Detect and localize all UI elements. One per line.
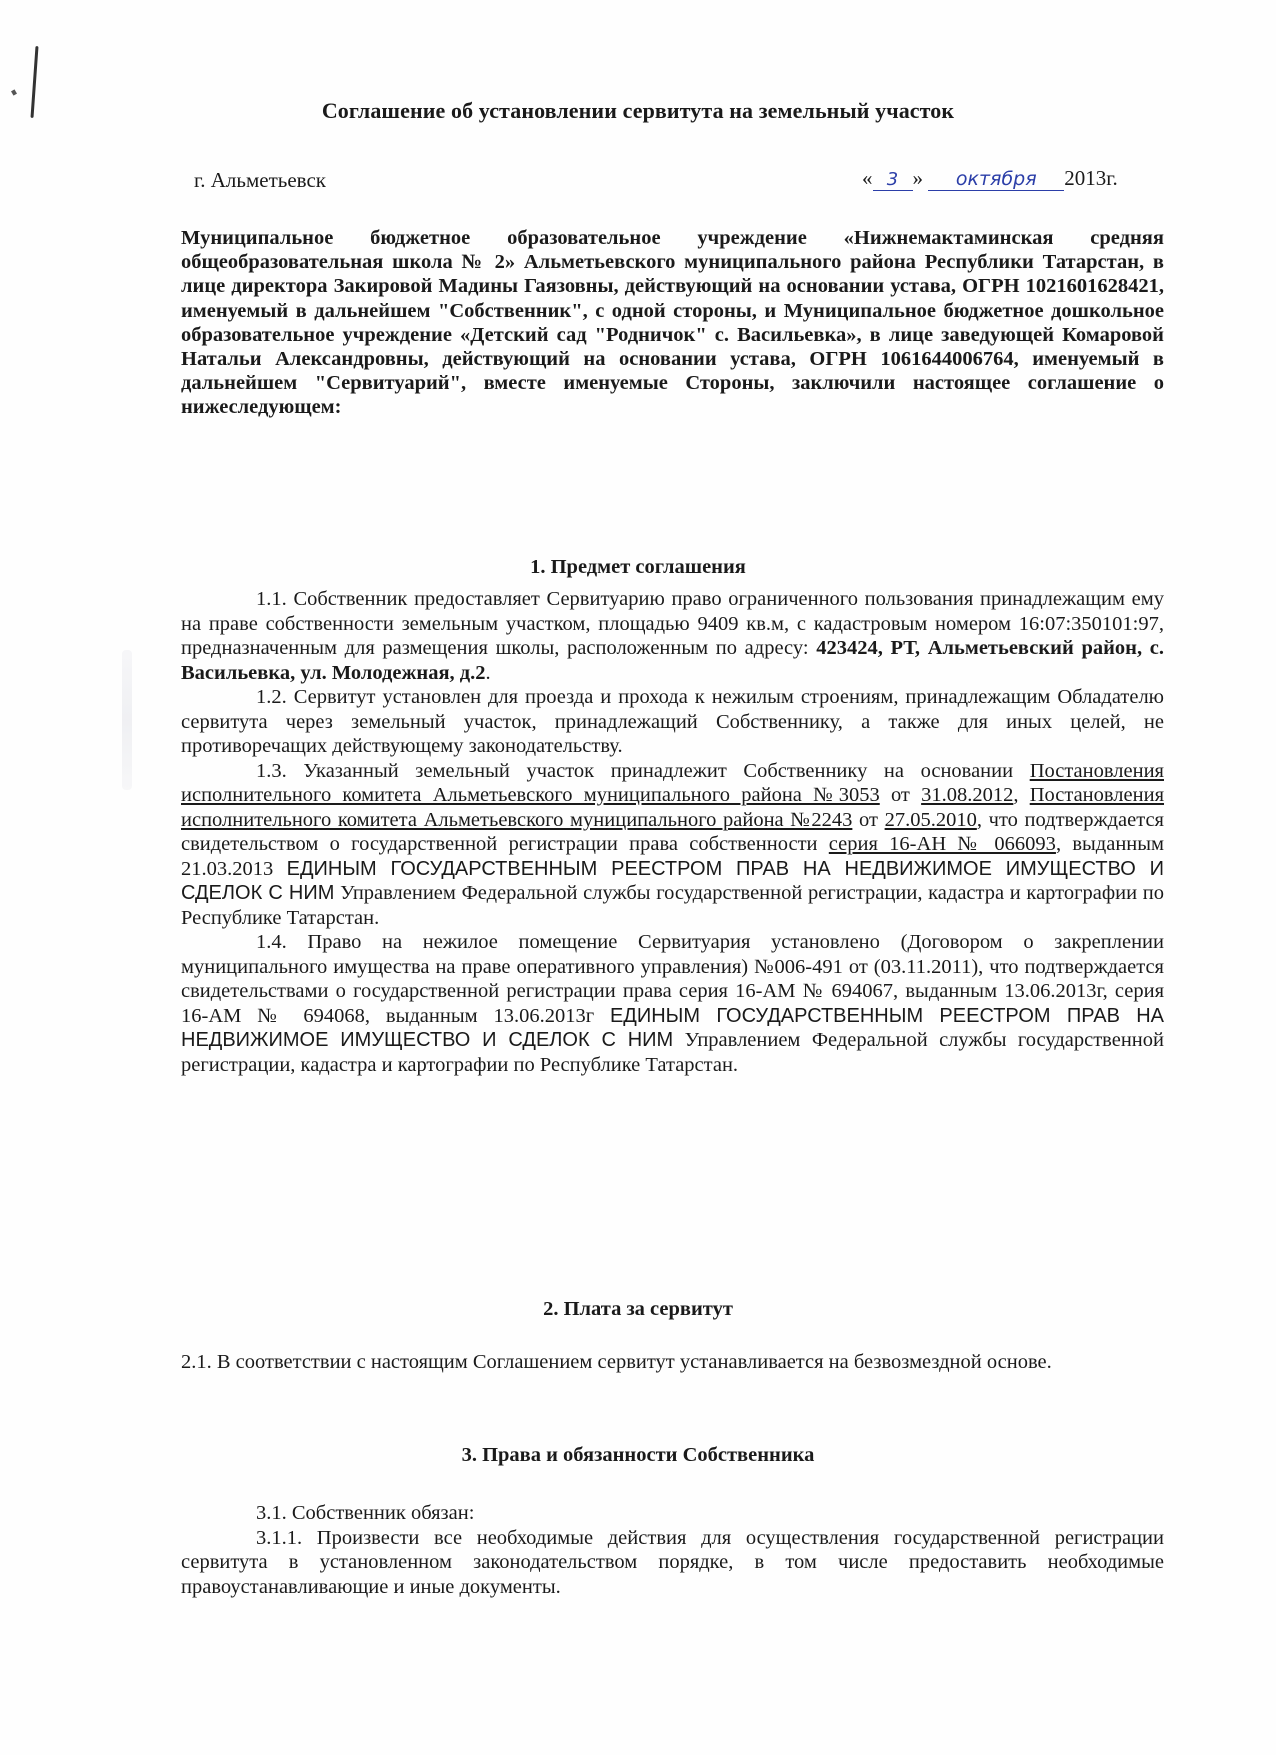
section-1-heading: 1. Предмет соглашения [530,556,746,578]
preamble [181,226,1164,420]
clause-1-3-resolution-1: Постановления исполнительного комитета Альметьевского муниципального района №3053 [181,759,1164,806]
section-2-heading: 2. Плата за сервитут [543,1298,733,1320]
clause-1-3-date-1: 31.08.2012 [921,784,1014,806]
clause-1-1-end: . [485,661,491,684]
clause-1-2: 1.2. Сервитут установлен для проезда и прохода к нежилым строениям, принадлежащим Обладателю сервитута через земельный участок, принадлежащий Собственнику, а также для иных целей, не противоречащих действующему законодательству. [181,686,1164,757]
city-label: г. Альметьевск [194,168,326,192]
clause-1-3-from-1: от [879,784,922,806]
clause-1-3-authority: Управлением Федеральной службы государственной регистрации, кадастра и картографии по Республике Татарстан. [181,882,1164,929]
clause-1-4 [181,930,1164,1077]
date-year: 2013г. [1064,166,1118,190]
section-3-body [181,1501,1164,1599]
clause-1-3-intro: 1.3. Указанный земельный участок принадлежит Собственнику на основании [256,759,1030,782]
clause-1-1-address: 423424, РТ, Альметьевский район, с. Васильевка, ул. Молодежная, д.2 [181,637,1164,684]
clause-1-1 [181,587,1164,685]
clause-1-3-comma: , [1013,784,1030,806]
clause-1-3-certificate: серия 16-АН № 066093 [828,833,1056,855]
section-3-heading: 3. Права и обязанности Собственника [461,1444,815,1466]
clause-1-3-issued: , выданным 21.03.2013 [181,833,1165,880]
clause-1-3-confirmation: , что подтверждается свидетельством о государственной регистрации права собственности [181,808,1164,855]
clause-1-1-text: 1.1. Собственник предоставляет Сервитуарию право ограниченного пользования принадлежащим ему на праве собственности земельным участком, площадью 9409 кв.м, с кадастровым номером 16:07:350101:97, предназначенным для размещения школы, расположенным по адресу: [181,588,1164,659]
clause-1-4-registry: ЕДИНЫМ ГОСУДАРСТВЕННЫМ РЕЕСТРОМ ПРАВ НА НЕДВИЖИМОЕ ИМУЩЕСТВО И СДЕЛОК С НИМ [181,1004,1164,1051]
date-open-quote: « [862,166,873,190]
clause-3-1-1: 3.1.1. Произвести все необходимые действия для осуществления государственной регистрации сервитута в установленном законодательством порядке, в том числе предоставить необходимые правоустанавливающие и иные документы. [181,1526,1164,1598]
clause-1-3-resolution-2: Постановления исполнительного комитета Альметьевского муниципального района №2243 [181,784,1165,831]
clause-1-3 [181,759,1164,931]
clause-1-3-from-2: от [852,808,885,831]
date-day-handwritten: 3 [873,169,913,191]
section-1-body [181,587,1164,1077]
clause-1-4-authority: Управлением Федеральной службы государственной регистрации, кадастра и картографии по Республике Татарстан. [181,1029,1164,1076]
document-title: Соглашение об установлении сервитута на земельный участок [321,98,955,123]
clause-1-4-text: 1.4. Право на нежилое помещение Сервитуария установлено (Договором о закреплении муниципального имущества на праве оперативного управления) №006-491 от (03.11.2011), что подтверждается свидетельствами о государственной регистрации права серия 16-АМ № 694067, выданным 13.06.2013г, серия 16-АМ № 694068, выданным 13.06.2013г [181,931,1164,1027]
section-2-body [181,1350,1164,1375]
preamble-text: Муниципальное бюджетное образовательное учреждение «Нижнемактаминская средняя общеобразовательная школа № 2» Альметьевского муниципального района Республики Татарстан, в лице директора Закировой Мадины Гаязовны, действующий на основании устава, ОГРН 1021601628421, именуемый в дальнейшем "Собственник", с одной стороны, и Муниципальное бюджетное дошкольное образовательное учреждение «Детский сад "Родничок" с. Васильевка», в лице заведующей Комаровой Натальи Александровны, действующий на основании устава, ОГРН 1061644006764, именуемый в дальнейшем "Сервитуарий", вместе именуемые Стороны, заключили настоящее соглашение о нижеследующем: [181,227,1164,419]
clause-1-3-registry: ЕДИНЫМ ГОСУДАРСТВЕННЫМ РЕЕСТРОМ ПРАВ НА НЕДВИЖИМОЕ ИМУЩЕСТВО И СДЕЛОК С НИМ [181,857,1165,904]
clause-1-3-date-2: 27.05.2010 [884,808,977,831]
clause-2-1: 2.1. В соответствии с настоящим Соглашением сервитут устанавливается на безвозмездной основе. [181,1351,1052,1373]
document-date [862,166,1118,191]
date-close-quote: » [912,166,923,190]
date-month-handwritten: октября [928,168,1064,191]
margin-tick-mark [11,89,17,95]
scan-smudge [122,650,132,790]
clause-3-1: 3.1. Собственник обязан: [256,1502,475,1524]
